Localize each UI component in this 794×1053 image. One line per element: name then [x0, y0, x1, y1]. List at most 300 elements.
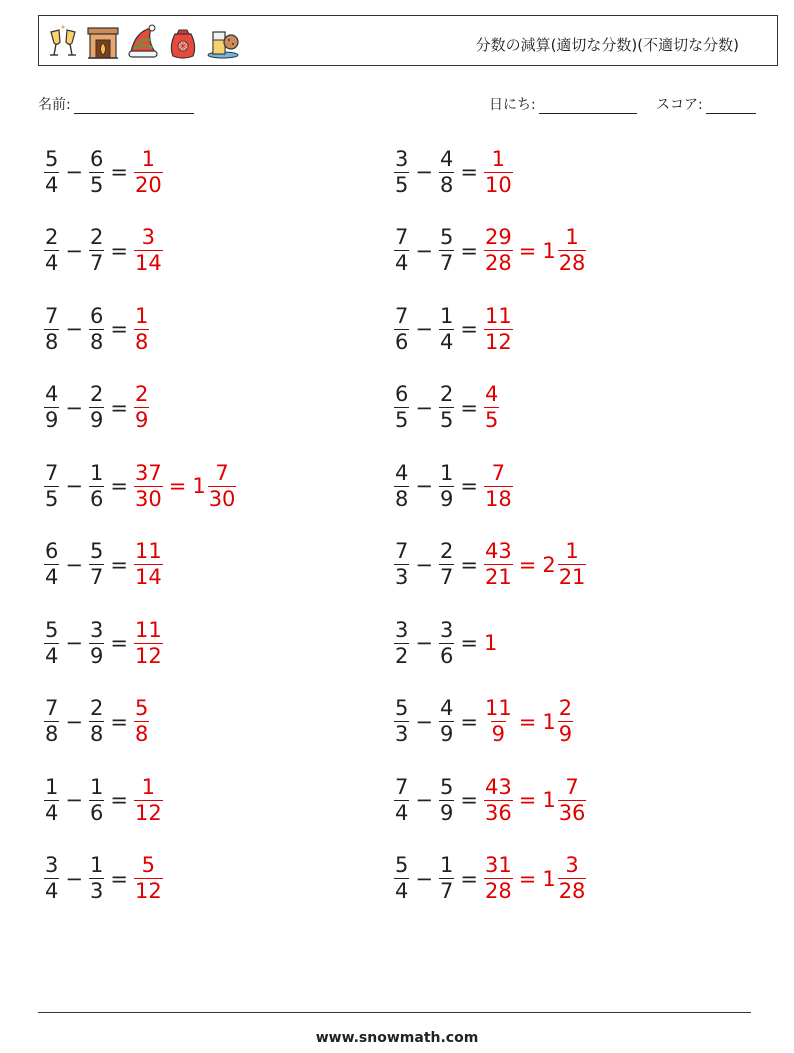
numerator: 7 [395, 303, 409, 328]
equals-sign: = [110, 866, 128, 891]
first-fraction [394, 774, 409, 825]
equals-sign: = [110, 552, 128, 577]
numerator: 7 [215, 460, 229, 485]
second-fraction [439, 384, 454, 431]
answer [484, 631, 497, 655]
numerator: 1 [89, 460, 104, 485]
worksheet-header [38, 15, 778, 66]
score-label: スコア: [656, 97, 703, 113]
minus-sign: − [65, 631, 83, 655]
minus-sign: − [65, 709, 83, 734]
numerator: 5 [89, 539, 104, 563]
mixed-whole: 1 [192, 474, 206, 498]
answer [134, 698, 149, 745]
first-fraction [44, 855, 59, 902]
minus-sign: − [415, 317, 433, 341]
denominator: 12 [134, 800, 162, 825]
footer-url: www.snowmath.com [315, 1030, 479, 1046]
denominator: 9 [491, 722, 506, 746]
denominator: 6 [89, 800, 104, 825]
denominator: 8 [89, 329, 104, 354]
mixed-fraction [558, 698, 573, 745]
denominator: 14 [134, 251, 162, 275]
problem-16 [394, 534, 586, 596]
equals-sign: = [110, 238, 128, 263]
numerator: 37 [134, 460, 162, 485]
numerator: 4 [395, 460, 409, 485]
first-fraction [44, 698, 59, 745]
answer-fraction [484, 698, 513, 745]
denominator: 3 [395, 722, 409, 746]
minus-sign: − [415, 709, 433, 734]
numerator: 3 [395, 617, 409, 642]
numerator: 1 [141, 146, 156, 171]
champagne-glasses-icon [45, 22, 81, 62]
denominator: 4 [45, 643, 59, 668]
numerator: 6 [395, 382, 409, 406]
mixed-fraction [558, 227, 587, 274]
first-fraction [394, 855, 409, 902]
second-fraction [439, 698, 454, 745]
first-fraction [394, 698, 409, 745]
minus-sign: − [65, 552, 83, 577]
problem-8 [44, 691, 149, 753]
numerator: 7 [565, 774, 579, 799]
denominator: 10 [484, 172, 512, 197]
numerator: 2 [45, 225, 59, 249]
first-fraction [394, 541, 409, 588]
numerator: 29 [484, 225, 512, 249]
denominator: 7 [89, 565, 104, 589]
denominator: 9 [45, 408, 59, 432]
answer [484, 146, 513, 197]
numerator: 4 [484, 382, 499, 406]
equals-sign: = [110, 474, 128, 498]
numerator: 5 [395, 696, 409, 720]
numerator: 2 [439, 539, 454, 563]
answer-whole: 1 [483, 631, 498, 655]
answer-fraction [134, 227, 163, 274]
numerator: 3 [141, 225, 156, 249]
answer [484, 855, 586, 902]
problem-14 [394, 377, 499, 439]
denominator: 9 [439, 800, 454, 825]
denominator: 7 [439, 879, 454, 903]
mixed-fraction [558, 855, 587, 902]
denominator: 21 [558, 565, 586, 589]
answer [134, 460, 236, 511]
problem-6 [44, 534, 163, 596]
mixed-whole: 1 [542, 866, 556, 891]
problem-2 [44, 220, 163, 282]
numerator: 11 [134, 617, 162, 642]
numerator: 6 [89, 146, 104, 171]
second-fraction [439, 617, 454, 668]
numerator: 11 [484, 303, 512, 328]
equals-sign: = [518, 238, 537, 263]
denominator: 4 [45, 172, 59, 197]
problem-7 [44, 612, 163, 674]
second-fraction [439, 541, 454, 588]
equals-sign: = [460, 788, 478, 812]
first-fraction [44, 541, 59, 588]
minus-sign: − [65, 788, 83, 812]
numerator: 1 [439, 853, 454, 877]
equals-sign: = [460, 552, 478, 577]
denominator: 5 [45, 486, 59, 511]
denominator: 5 [395, 408, 409, 432]
answer-fraction [134, 617, 163, 668]
first-fraction [44, 460, 59, 511]
equals-sign: = [460, 709, 478, 734]
answer-fraction [134, 146, 163, 197]
problem-4 [44, 377, 149, 439]
minus-sign: − [415, 395, 433, 420]
numerator: 1 [439, 303, 454, 328]
date-field [489, 94, 637, 114]
second-fraction [439, 227, 454, 274]
minus-sign: − [415, 788, 433, 812]
problem-11 [394, 141, 513, 203]
denominator: 4 [45, 565, 59, 589]
equals-sign: = [460, 238, 478, 263]
numerator: 1 [439, 460, 454, 485]
mixed-fraction [208, 460, 237, 511]
numerator: 5 [439, 225, 454, 249]
footer-divider [38, 1012, 751, 1013]
answer [484, 698, 573, 745]
denominator: 28 [558, 879, 586, 903]
numerator: 5 [45, 146, 59, 171]
denominator: 28 [484, 879, 512, 903]
numerator: 7 [45, 460, 59, 485]
numerator: 7 [45, 303, 59, 328]
answer-fraction [134, 303, 149, 354]
first-fraction [394, 227, 409, 274]
minus-sign: − [415, 238, 433, 263]
numerator: 2 [134, 382, 149, 406]
equals-sign: = [460, 474, 478, 498]
equals-sign: = [110, 317, 128, 341]
gift-sack-icon [165, 22, 201, 62]
answer-fraction [134, 460, 163, 511]
second-fraction [89, 460, 104, 511]
denominator: 8 [134, 329, 149, 354]
numerator: 1 [141, 774, 156, 799]
equals-sign: = [460, 866, 478, 891]
first-fraction [44, 774, 59, 825]
numerator: 5 [439, 774, 454, 799]
answer [134, 541, 163, 588]
numerator: 2 [439, 382, 454, 406]
first-fraction [394, 303, 409, 354]
problem-10 [44, 848, 163, 910]
second-fraction [439, 774, 454, 825]
answer [134, 855, 163, 902]
minus-sign: − [65, 866, 83, 891]
name-label: 名前: [38, 97, 71, 113]
second-fraction [89, 855, 104, 902]
name-blank[interactable] [74, 99, 194, 114]
answer-fraction [134, 855, 163, 902]
minus-sign: − [65, 160, 83, 184]
answer [484, 303, 513, 354]
denominator: 4 [395, 251, 409, 275]
denominator: 6 [89, 486, 104, 511]
equals-sign: = [518, 866, 537, 891]
numerator: 3 [439, 617, 454, 642]
numerator: 5 [395, 853, 409, 877]
second-fraction [439, 303, 454, 354]
score-blank[interactable] [706, 99, 756, 114]
numerator: 11 [484, 696, 512, 720]
numerator: 3 [395, 146, 409, 171]
equals-sign: = [168, 474, 187, 498]
numerator: 7 [395, 774, 409, 799]
answer-fraction [484, 303, 513, 354]
minus-sign: − [65, 474, 83, 498]
equals-sign: = [110, 631, 128, 655]
numerator: 43 [484, 539, 512, 563]
numerator: 7 [395, 225, 409, 249]
denominator: 9 [439, 722, 454, 746]
answer [134, 146, 163, 197]
denominator: 5 [89, 172, 104, 197]
mixed-whole: 1 [542, 709, 556, 734]
equals-sign: = [518, 552, 537, 577]
numerator: 4 [439, 696, 454, 720]
second-fraction [89, 303, 104, 354]
worksheet-title: 分数の減算(適切な分数)(不適切な分数) [475, 36, 739, 54]
numerator: 2 [558, 696, 573, 720]
milk-and-cookie-icon [205, 22, 241, 62]
mixed-whole: 1 [542, 788, 556, 812]
denominator: 18 [484, 486, 512, 511]
first-fraction [394, 384, 409, 431]
numerator: 11 [134, 539, 162, 563]
denominator: 4 [45, 879, 59, 903]
answer-fraction [484, 384, 499, 431]
problem-3 [44, 298, 149, 360]
denominator: 3 [395, 565, 409, 589]
numerator: 43 [484, 774, 512, 799]
problem-18 [394, 691, 573, 753]
denominator: 9 [439, 486, 454, 511]
minus-sign: − [65, 395, 83, 420]
numerator: 31 [484, 853, 512, 877]
minus-sign: − [415, 474, 433, 498]
problem-15 [394, 455, 513, 517]
answer [134, 774, 163, 825]
denominator: 9 [558, 722, 573, 746]
denominator: 20 [134, 172, 162, 197]
second-fraction [89, 541, 104, 588]
denominator: 9 [89, 643, 104, 668]
answer [484, 541, 586, 588]
problem-19 [394, 769, 586, 831]
minus-sign: − [65, 238, 83, 263]
second-fraction [439, 146, 454, 197]
denominator: 4 [45, 251, 59, 275]
denominator: 7 [439, 251, 454, 275]
denominator: 5 [439, 408, 454, 432]
numerator: 7 [491, 460, 506, 485]
equals-sign: = [110, 395, 128, 420]
problem-1 [44, 141, 163, 203]
answer [134, 384, 149, 431]
equals-sign: = [110, 788, 128, 812]
answer-fraction [134, 698, 149, 745]
denominator: 8 [439, 172, 454, 197]
second-fraction [439, 855, 454, 902]
numerator: 1 [134, 303, 149, 328]
numerator: 1 [45, 774, 59, 799]
minus-sign: − [415, 631, 433, 655]
date-blank[interactable] [539, 99, 637, 114]
problem-12 [394, 220, 586, 282]
first-fraction [394, 460, 409, 511]
denominator: 12 [484, 329, 512, 354]
second-fraction [89, 146, 104, 197]
equals-sign: = [460, 631, 478, 655]
equals-sign: = [460, 160, 478, 184]
denominator: 8 [45, 722, 59, 746]
denominator: 30 [134, 486, 162, 511]
mixed-whole: 1 [542, 238, 556, 263]
denominator: 28 [558, 251, 586, 275]
equals-sign: = [460, 317, 478, 341]
answer [134, 227, 163, 274]
denominator: 12 [134, 879, 162, 903]
numerator: 5 [141, 853, 156, 877]
answer-fraction [484, 541, 513, 588]
numerator: 1 [89, 853, 104, 877]
denominator: 21 [484, 565, 512, 589]
denominator: 8 [395, 486, 409, 511]
first-fraction [394, 617, 409, 668]
santa-hat-icon [125, 22, 161, 62]
denominator: 4 [395, 800, 409, 825]
problem-9 [44, 769, 163, 831]
answer-fraction [484, 855, 513, 902]
name-field [38, 94, 194, 114]
denominator: 30 [208, 486, 236, 511]
minus-sign: − [415, 160, 433, 184]
score-field [656, 94, 756, 114]
header-icons [45, 22, 241, 62]
mixed-whole: 2 [542, 552, 556, 577]
denominator: 5 [395, 172, 409, 197]
denominator: 4 [395, 879, 409, 903]
denominator: 8 [89, 722, 104, 746]
first-fraction [44, 146, 59, 197]
numerator: 6 [45, 539, 59, 563]
minus-sign: − [415, 552, 433, 577]
numerator: 1 [565, 539, 579, 563]
answer-fraction [484, 774, 513, 825]
denominator: 36 [484, 800, 512, 825]
numerator: 6 [89, 303, 104, 328]
answer-fraction [484, 227, 513, 274]
second-fraction [89, 384, 104, 431]
denominator: 9 [89, 408, 104, 432]
numerator: 5 [134, 696, 149, 720]
denominator: 12 [134, 643, 162, 668]
numerator: 2 [89, 382, 104, 406]
denominator: 4 [439, 329, 454, 354]
equals-sign: = [110, 709, 128, 734]
denominator: 14 [134, 565, 162, 589]
answer [484, 384, 499, 431]
denominator: 6 [395, 329, 409, 354]
minus-sign: − [65, 317, 83, 341]
problem-17 [394, 612, 497, 674]
denominator: 3 [89, 879, 104, 903]
denominator: 9 [134, 408, 149, 432]
denominator: 6 [439, 643, 454, 668]
numerator: 2 [89, 225, 104, 249]
numerator: 3 [45, 853, 59, 877]
answer [134, 303, 149, 354]
equals-sign: = [518, 788, 537, 812]
first-fraction [44, 227, 59, 274]
mixed-fraction [558, 774, 587, 825]
numerator: 5 [45, 617, 59, 642]
numerator: 4 [45, 382, 59, 406]
numerator: 1 [565, 225, 579, 249]
answer-fraction [134, 774, 163, 825]
answer-fraction [484, 460, 513, 511]
second-fraction [89, 774, 104, 825]
first-fraction [44, 303, 59, 354]
denominator: 8 [134, 722, 149, 746]
numerator: 7 [395, 539, 409, 563]
answer-fraction [134, 541, 163, 588]
mixed-fraction [558, 541, 587, 588]
second-fraction [439, 460, 454, 511]
first-fraction [394, 146, 409, 197]
equals-sign: = [518, 709, 537, 734]
numerator: 1 [491, 146, 506, 171]
numerator: 3 [89, 617, 104, 642]
second-fraction [89, 617, 104, 668]
denominator: 2 [395, 643, 409, 668]
answer [484, 460, 513, 511]
equals-sign: = [460, 395, 478, 420]
numerator: 4 [439, 146, 454, 171]
denominator: 7 [439, 565, 454, 589]
second-fraction [89, 698, 104, 745]
numerator: 7 [45, 696, 59, 720]
answer [134, 617, 163, 668]
date-label: 日にち: [489, 97, 536, 113]
fireplace-icon [85, 22, 121, 62]
problem-13 [394, 298, 513, 360]
denominator: 7 [89, 251, 104, 275]
first-fraction [44, 617, 59, 668]
denominator: 8 [45, 329, 59, 354]
denominator: 36 [558, 800, 586, 825]
answer-fraction [484, 146, 513, 197]
equals-sign: = [110, 160, 128, 184]
minus-sign: − [415, 866, 433, 891]
first-fraction [44, 384, 59, 431]
numerator: 3 [565, 853, 579, 877]
denominator: 4 [45, 800, 59, 825]
numerator: 2 [89, 696, 104, 720]
problem-5 [44, 455, 236, 517]
answer [484, 227, 586, 274]
